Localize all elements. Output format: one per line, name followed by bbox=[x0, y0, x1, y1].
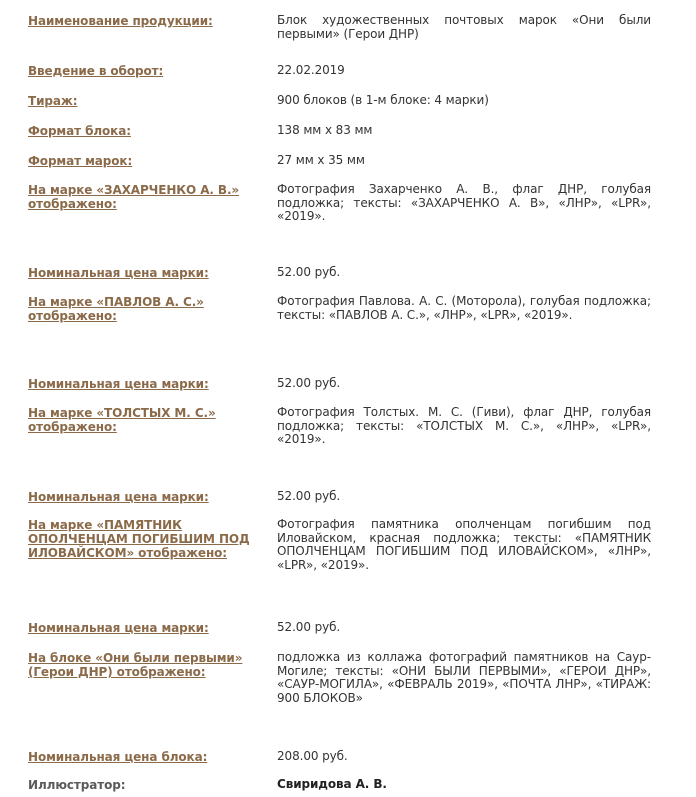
row-value: 22.02.2019 bbox=[277, 63, 345, 77]
row-label[interactable]: Формат блока: bbox=[28, 124, 131, 138]
row-value: 52.00 руб. bbox=[277, 265, 341, 279]
row-label[interactable]: На марке «ПАВЛОВ А. С.» отображено: bbox=[28, 295, 204, 323]
row-label[interactable]: Наименование продукции: bbox=[28, 14, 213, 28]
illustrator-name: Свиридова А. В. bbox=[277, 777, 387, 791]
row-value: 52.00 руб. bbox=[277, 376, 341, 390]
row-label[interactable]: Номинальная цена марки: bbox=[28, 377, 209, 391]
row-value: Фотография Толстых. М. С. (Гиви), флаг ДНР, голубая подложка; тексты: «ТОЛСТЫХ М. С.», «ЛНР», «LPR», «2019». bbox=[277, 405, 651, 446]
row-label[interactable]: Номинальная цена марки: bbox=[28, 490, 209, 504]
row-label[interactable]: На марке «ТОЛСТЫХ М. С.» отображено: bbox=[28, 406, 216, 434]
row-label[interactable]: На марке «ПАМЯТНИК ОПОЛЧЕНЦАМ ПОГИБШИМ ПОД ИЛОВАЙСКОМ» отображено: bbox=[28, 518, 250, 560]
row-value: Фотография Павлова. А. С. (Моторола), голубая подложка; тексты: «ПАВЛОВ А. С.», «ЛНР», «LPR», «2019». bbox=[277, 294, 651, 322]
row-label[interactable]: Номинальная цена блока: bbox=[28, 750, 208, 764]
row-value: Фотография памятника ополченцам погибшим под Иловайском, красная подложка; тексты: «ПАМЯТНИК ОПОЛЧЕНЦАМ ПОГИБШИМ ПОД ИЛОВАЙСКОМ», «ЛНР», «LPR», «2019». bbox=[277, 517, 651, 572]
row-label: Иллюстратор: bbox=[28, 778, 126, 792]
row-value: подложка из коллажа фотографий памятников на Саур-Могиле; тексты: «ОНИ БЫЛИ ПЕРВЫМИ», «ГЕРОИ ДНР», «САУР-МОГИЛА», «ФЕВРАЛЬ 2019», «ПОЧТА ЛНР», «ТИРАЖ: 900 БЛОКОВ» bbox=[277, 650, 651, 705]
row-value: 52.00 руб. bbox=[277, 489, 341, 503]
row-label[interactable]: Тираж: bbox=[28, 94, 78, 108]
row-label[interactable]: Номинальная цена марки: bbox=[28, 621, 209, 635]
row-value: 27 мм x 35 мм bbox=[277, 153, 365, 167]
row-value: 900 блоков (в 1-м блоке: 4 марки) bbox=[277, 93, 489, 107]
row-label[interactable]: Введение в оборот: bbox=[28, 64, 164, 78]
row-label[interactable]: Формат марок: bbox=[28, 154, 133, 168]
row-value: Фотография Захарченко А. В., флаг ДНР, голубая подложка; тексты: «ЗАХАРЧЕНКО А. В», «ЛНР», «LPR», «2019». bbox=[277, 182, 651, 223]
row-value: 52.00 руб. bbox=[277, 620, 341, 634]
row-value: 208.00 руб. bbox=[277, 749, 348, 763]
row-label[interactable]: На блоке «Они были первыми» (Герои ДНР) отображено: bbox=[28, 651, 243, 679]
row-label[interactable]: Номинальная цена марки: bbox=[28, 266, 209, 280]
row-value: 138 мм x 83 мм bbox=[277, 123, 373, 137]
row-label[interactable]: На марке «ЗАХАРЧЕНКО А. В.» отображено: bbox=[28, 183, 240, 211]
row-value: Блок художественных почтовых марок «Они были первыми» (Герои ДНР) bbox=[277, 13, 651, 41]
